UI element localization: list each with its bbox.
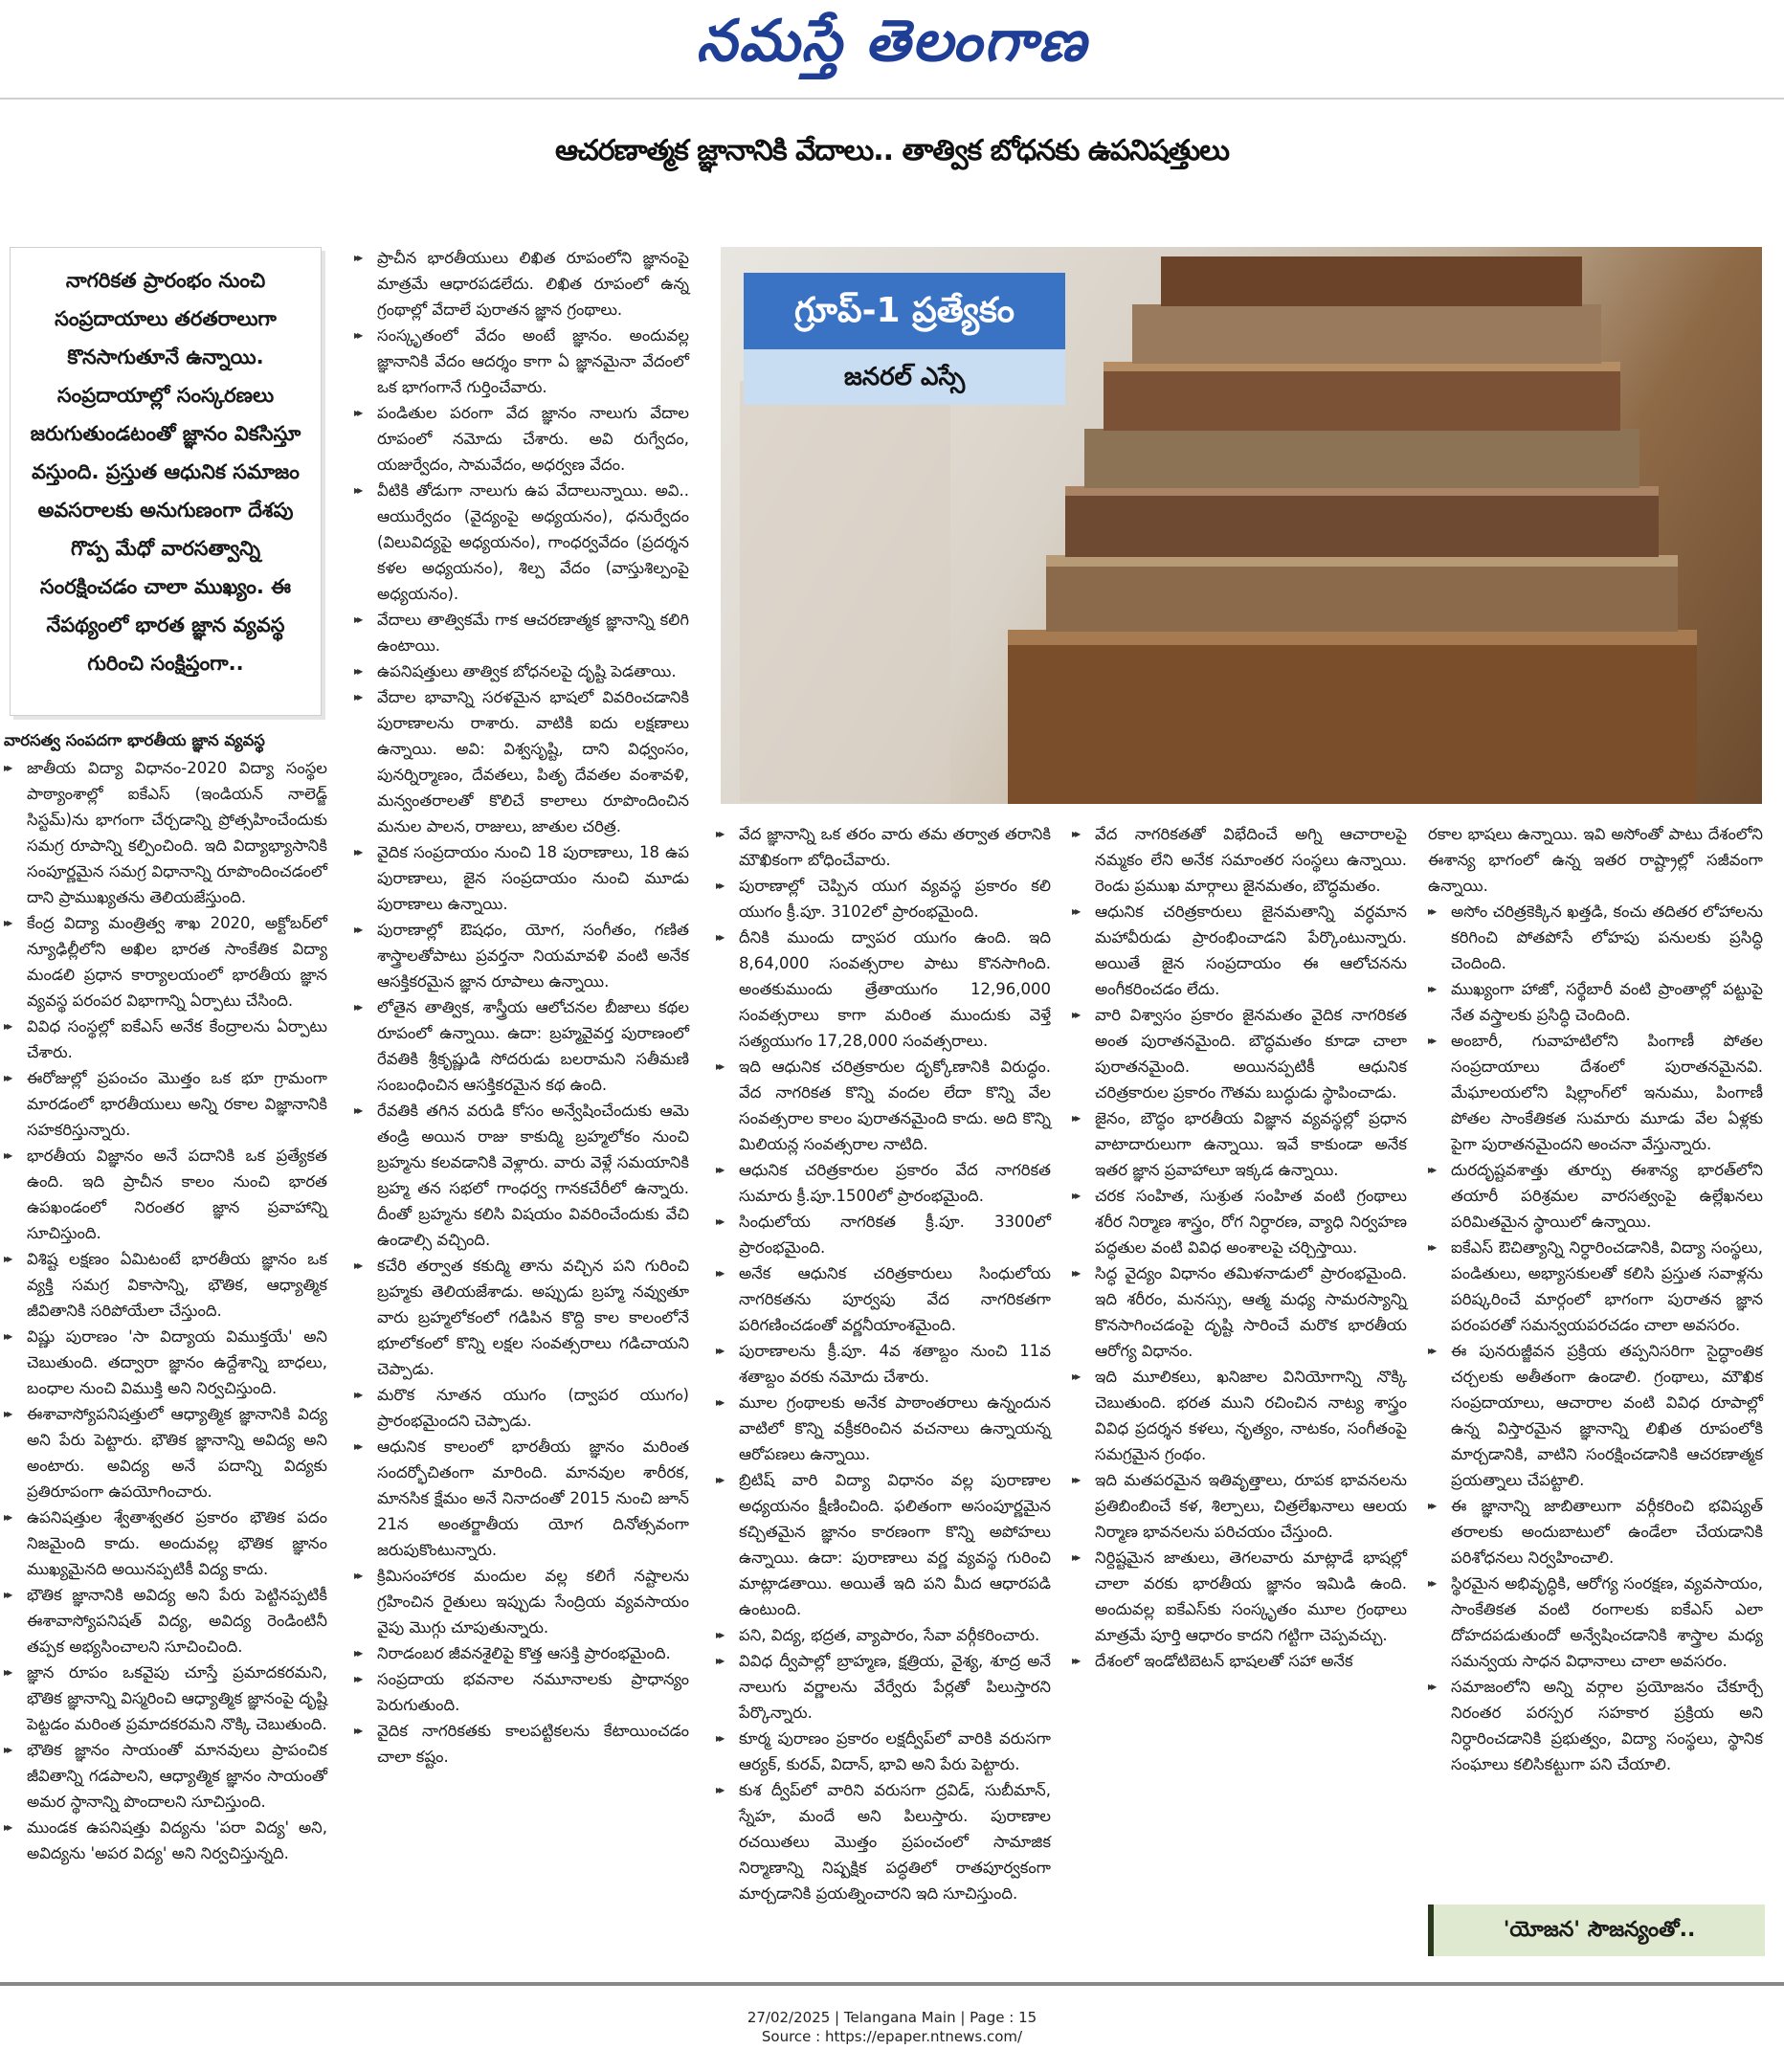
list-item: ▶▶ వైదిక సంప్రదాయం నుంచి 18 పురాణాలు, 18 ఉప పురాణాలు, జైన సంప్రదాయం నుంచి మూడు పురాణాలు ఉన్నాయి. bbox=[354, 839, 689, 917]
article-column-5 bbox=[1428, 821, 1763, 1777]
list-item: ▶▶ జ్ఞాన రూపం ఒకవైపు చూస్తే ప్రమాదకరమని, భౌతిక జ్ఞానాన్ని విస్మరించి ఆధ్యాత్మిక జ్ఞానంపై దృష్టి పెట్టడం మరింత ప్రమాదకరమని నొక్కి చెబుతుంది. bbox=[4, 1660, 327, 1737]
list-item: ▶▶ అసోం చరిత్రకెక్కిన ఖత్తడి, కంచు తదితర లోహాలను కరిగించి పోతపోసే లోహపు పనులకు ప్రసిద్ధి చెందింది. bbox=[1428, 899, 1763, 976]
list-item: ▶▶ సమాజంలోని అన్ని వర్గాల ప్రయోజనం చేకూర్చే నిరంతర పరస్పర సహకార ప్రక్రియ అని నిర్ధారించడానికి ప్రభుత్వం, విద్యా సంస్థలు, స్థానిక సంఘాలు కలిసికట్టుగా పని చేయాలి. bbox=[1428, 1674, 1763, 1777]
list-item: ▶▶ ఇది మతపరమైన ఇతివృత్తాలు, రూపక భావనలను ప్రతిబింబించే కళ, శిల్పాలు, చిత్రలేఖనాలు ఆలయ నిర్మాణ భావనలను పరిచయం చేస్తుంది. bbox=[1072, 1467, 1407, 1545]
list-item: ▶▶ భౌతిక జ్ఞానం సాయంతో మానవులు ప్రాపంచిక జీవితాన్ని గడపాలని, ఆధ్యాత్మిక జ్ఞానం సాయంతో అమర స్థానాన్ని పొందాలని సూచిస్తుంది. bbox=[4, 1737, 327, 1815]
list-item: ▶▶ పండితుల పరంగా వేద జ్ఞానం నాలుగు వేదాల రూపంలో నమోదు చేశారు. అవి రుగ్వేదం, యజుర్వేదం, సామవేదం, అధర్వణ వేదం. bbox=[354, 400, 689, 478]
list-item: ▶▶ ఈరోజుల్లో ప్రపంచం మొత్తం ఒక భూ గ్రామంగా మారడంలో భారతీయులు అన్ని రకాల విజ్ఞానానికి సహకరిస్తున్నారు. bbox=[4, 1065, 327, 1143]
list-item: ▶▶ భౌతిక జ్ఞానానికి అవిద్య అని పేరు పెట్టినప్పటికీ ఈశావాస్యోపనిషత్ విద్య, అవిద్య రెండింటినీ తప్పక అభ్యసించాలని సూచించింది. bbox=[4, 1582, 327, 1660]
list-item: ▶▶ నిర్దిష్టమైన జాతులు, తెగలవారు మాట్లాడే భాషల్లో చాలా వరకు భారతీయ జ్ఞానం ఇమిడి ఉంది. అందువల్ల ఐకేఎస్‌కు సంస్కృతం మూల గ్రంథాలు మాత్రమే పూర్తి ఆధారం కాదని గట్టిగా చెప్పవచ్చు. bbox=[1072, 1545, 1407, 1648]
list-item: ▶▶ సంస్కృతంలో వేదం అంటే జ్ఞానం. అందువల్ల జ్ఞానానికి వేదం ఆదర్శం కాగా ఏ జ్ఞానమైనా వేదంలో ఒక భాగంగానే గుర్తించేవారు. bbox=[354, 323, 689, 400]
list-item: ▶▶ ఆధునిక కాలంలో భారతీయ జ్ఞానం మరింత సందర్భోచితంగా మారింది. మానవుల శారీరక, మానసిక క్షేమం అనే నినాదంతో 2015 నుంచి జూన్ 21న అంతర్జాతీయ యోగ దినోత్సవంగా జరుపుకొంటున్నారు. bbox=[354, 1434, 689, 1563]
list-item: ▶▶ స్థిరమైన అభివృద్ధికి, ఆరోగ్య సంరక్షణ, వ్యవసాయం, సాంకేతికత వంటి రంగాలకు ఐకేఎస్ ఎలా దోహదపడుతుందో అన్వేషించడానికి శాస్త్రాల మధ్య సమన్వయ సాధన విధానాలు చాలా అవసరం. bbox=[1428, 1571, 1763, 1674]
list-item: ▶▶ ముఖ్యంగా హాజో, సర్థేబారీ వంటి ప్రాంతాల్లో పట్టుపై నేత వస్త్రాలకు ప్రసిద్ధి చెందింది. bbox=[1428, 976, 1763, 1028]
list-item: ▶▶ ఆధునిక చరిత్రకారులు జైనమతాన్ని వర్ధమాన మహావీరుడు ప్రారంభించాడని పేర్కొంటున్నారు. అయితే జైన సంప్రదాయం ఈ ఆలోచనను అంగీకరించడం లేదు. bbox=[1072, 899, 1407, 1002]
list-item: ▶▶ ఉపనిషత్తుల శ్వేతాశ్వతర ప్రకారం భౌతిక పదం నిజమైంది కాదు. అందువల్ల భౌతిక జ్ఞానం ముఖ్యమైనది అయినప్పటికీ విద్య కాదు. bbox=[4, 1504, 327, 1582]
list-item: ▶▶ సిద్ధ వైద్యం విధానం తమిళనాడులో ప్రారంభమైంది. ఇది శరీరం, మనస్సు, ఆత్మ మధ్య సామరస్యాన్ని కొనసాగించడంపై దృష్టి సారించే మరొక భారతీయ ఆరోగ్య విధానం. bbox=[1072, 1260, 1407, 1364]
list-item: ▶▶ ఈశావాస్యోపనిషత్తులో ఆధ్యాత్మిక జ్ఞానానికి విద్య అని పేరు పెట్టారు. భౌతిక జ్ఞానాన్ని అవిద్య అని అంటారు. అవిద్య అనే పదాన్ని విద్యకు ప్రతిరూపంగా ఉపయోగించారు. bbox=[4, 1401, 327, 1504]
list-item: ▶▶ కేంద్ర విద్యా మంత్రిత్వ శాఖ 2020, అక్టోబర్‌లో న్యూఢిల్లీలోని అఖిల భారత సాంకేతిక విద్యా మండలి ప్రధాన కార్యాలయంలో భారతీయ జ్ఞాన వ్యవస్థ పరంపర విభాగాన్ని ఏర్పాటు చేసింది. bbox=[4, 910, 327, 1014]
list-item: ▶▶ పురాణాలను క్రీ.పూ. 4వ శతాబ్దం నుంచి 11వ శతాబ్దం వరకు నమోదు చేశారు. bbox=[716, 1338, 1051, 1390]
list-item: ▶▶ ఉపనిషత్తులు తాత్విక బోధనలపై దృష్టి పెడతాయి. bbox=[354, 658, 689, 684]
list-item: ▶▶ వేదాలు తాత్వికమే గాక ఆచరణాత్మక జ్ఞానాన్ని కలిగి ఉంటాయి. bbox=[354, 607, 689, 658]
list-item: రకాల భాషలు ఉన్నాయి. ఇవి అసోంతో పాటు దేశంలోని ఈశాన్య భాగంలో ఉన్న ఇతర రాష్ట్రాల్లో సజీవంగా ఉన్నాయి. bbox=[1428, 825, 1763, 895]
list-item: ▶▶ విశిష్ట లక్షణం ఏమిటంటే భారతీయ జ్ఞానం ఒక వ్యక్తి సమగ్ర వికాసాన్ని, భౌతిక, ఆధ్యాత్మిక జీవితానికి సరిపోయేలా చేస్తుంది. bbox=[4, 1246, 327, 1324]
list-item: ▶▶ అనేక ఆధునిక చరిత్రకారులు సింధులోయ నాగరికతను పూర్వపు వేద నాగరికతగా పరిగణించడంతో వర్ణనీయాంశమైంది. bbox=[716, 1260, 1051, 1338]
column-list bbox=[1072, 821, 1407, 1674]
footer-edition-line: 27/02/2025 | Telangana Main | Page : 15 bbox=[747, 2009, 1037, 2026]
list-item: ▶▶ భారతీయ విజ్ఞానం అనే పదానికి ఒక ప్రత్యేకత ఉంది. ఇది ప్రాచీన కాలం నుంచి భారత ఉపఖండంలో నిరంతర జ్ఞాన ప్రవాహాన్ని సూచిస్తుంది. bbox=[4, 1143, 327, 1246]
list-item: ▶▶ వేద జ్ఞానాన్ని ఒక తరం వారు తమ తర్వాత తరానికి మౌఖికంగా బోధించేవారు. bbox=[716, 821, 1051, 873]
list-item: ▶▶ వారి విశ్వాసం ప్రకారం జైనమతం వైదిక నాగరికత అంత పురాతనమైంది. బౌద్ధమతం కూడా చాలా పురాతనమైంది. అయినప్పటికీ ఆధునిక చరిత్రకారుల ప్రకారం గౌతమ బుద్ధుడు స్థాపించాడు. bbox=[1072, 1002, 1407, 1105]
list-item: ▶▶ క్రిమిసంహారక మందుల వల్ల కలిగే నష్టాలను గ్రహించిన రైతులు ఇప్పుడు సేంద్రియ వ్యవసాయం వైపు మొగ్గు చూపుతున్నారు. bbox=[354, 1563, 689, 1640]
page-footer bbox=[0, 2008, 1784, 2046]
list-item: ▶▶ ప్రాచీన భారతీయులు లిఖిత రూపంలోని జ్ఞానంపై మాత్రమే ఆధారపడలేదు. లిఖిత రూపంలో ఉన్న గ్రంథాల్లో వేదాలే పురాతన జ్ఞాన గ్రంథాలు. bbox=[354, 245, 689, 323]
column-list bbox=[4, 755, 327, 1866]
list-item: ▶▶ వైదిక నాగరికతకు కాలపట్టికలను కేటాయించడం చాలా కష్టం. bbox=[354, 1718, 689, 1770]
article-column-3 bbox=[716, 821, 1051, 1906]
list-item: ▶▶ దురదృష్టవశాత్తు తూర్పు ఈశాన్య భారత్‌లోని తయారీ పరిశ్రమల వారసత్వంపై ఉల్లేఖనలు పరిమితమైన స్థాయిలో ఉన్నాయి. bbox=[1428, 1157, 1763, 1235]
list-item: ▶▶ ఐకేఎస్ ఔచిత్యాన్ని నిర్ధారించడానికి, విద్యా సంస్థలు, పండితులు, అభ్యాసకులతో కలిసి ప్రస్తుత సవాళ్లను పరిష్కరించే మార్గంలో భాగంగా పురాతన జ్ఞాన పరంపరతో సమన్వయపరచడం చాలా అవసరం. bbox=[1428, 1235, 1763, 1338]
list-item: ▶▶ ముండక ఉపనిషత్తు విద్యను 'పరా విద్య' అని, అవిద్యను 'అపర విద్య' అని నిర్వచిస్తున్నది. bbox=[4, 1815, 327, 1866]
intro-box bbox=[10, 247, 322, 716]
list-item: ▶▶ జైనం, బౌద్ధం భారతీయ విజ్ఞాన వ్యవస్థల్లో ప్రధాన వాటాదారులుగా ఉన్నాయి. ఇవే కాకుండా అనేక ఇతర జ్ఞాన ప్రవాహాలూ ఇక్కడ ఉన్నాయి. bbox=[1072, 1105, 1407, 1183]
list-item: ▶▶ మరొక నూతన యుగం (ద్వాపర యుగం) ప్రారంభమైందని చెప్పాడు. bbox=[354, 1382, 689, 1434]
headline: ఆచరణాత్మక జ్ఞానానికి వేదాలు.. తాత్విక బోధనకు ఉపనిషత్తులు bbox=[555, 134, 1229, 167]
list-item: ▶▶ ఈ పునరుజ్జీవన ప్రక్రియ తప్పనిసరిగా సైద్ధాంతిక చర్చలకు అతీతంగా ఉండాలి. గ్రంథాలు, మౌఖిక సంప్రదాయాలు, ఆచారాల వంటి వివిధ రూపాల్లో ఉన్న విస్తారమైన జ్ఞానాన్ని లిఖిత రూపంలోకి మార్చడానికి, వాటిని సంరక్షించడానికి ఆచరణాత్మక ప్రయత్నాలు చేపట్టాలి. bbox=[1428, 1338, 1763, 1493]
list-item: ▶▶ వేద నాగరికతతో విభేదించే అగ్ని ఆచారాలపై నమ్మకం లేని అనేక సమాంతర సంస్థలు ఉన్నాయి. రెండు ప్రముఖ మార్గాలు జైనమతం, బౌద్ధమతం. bbox=[1072, 821, 1407, 899]
list-item: ▶▶ కుశ ద్వీప్‌లో వారిని వరుసగా ద్రవిడ్, సుబీమాన్, స్నేహ, మందే అని పిలుస్తారు. పురాణాల రచయితలు మొత్తం ప్రపంచంలో సామాజిక నిర్మాణాన్ని నిష్పక్షిక పద్ధతిలో రాతపూర్వకంగా మార్చడానికి ప్రయత్నించారని ఇది సూచిస్తుంది. bbox=[716, 1777, 1051, 1906]
list-item: ▶▶ విష్ణు పురాణం 'సా విద్యాయ విముక్తయే' అని చెబుతుంది. తద్వారా జ్ఞానం ఉద్దేశాన్ని బాధలు, బంధాల నుంచి విముక్తి అని నిర్వచిస్తుంది. bbox=[4, 1324, 327, 1401]
article-column-4 bbox=[1072, 821, 1407, 1674]
list-item: ▶▶ కచేరి తర్వాత కకుద్మి తాను వచ్చిన పని గురించి బ్రహ్మకు తెలియజేశాడు. అప్పుడు బ్రహ్మ నవ్వుతూ వారు బ్రహ్మలోకంలో గడిపిన కొద్ది కాల కాలంలోనే భూలోకంలో కొన్ని లక్షల సంవత్సరాలు గడిచాయని చెప్పాడు. bbox=[354, 1253, 689, 1382]
list-item: ▶▶ పురాణాల్లో ఔషధం, యోగ, సంగీతం, గణిత శాస్త్రాలతోపాటు ప్రవర్తనా నియమావళి వంటి అనేక ఆసక్తికరమైన జ్ఞాన రూపాలు ఉన్నాయి. bbox=[354, 917, 689, 994]
column-subhead: వారసత్వ సంపదగా భారతీయ జ్ఞాన వ్యవస్థ bbox=[4, 731, 265, 749]
intro-text: నాగరికత ప్రారంభం నుంచి సంప్రదాయాలు తరతరాలుగా కొనసాగుతూనే ఉన్నాయి. సంప్రదాయాల్లో సంస్కరణలు జరుగుతుండటంతో జ్ఞానం వికసిస్తూ వస్తుంది. ప్రస్తుత ఆధునిక సమాజం అవసరాలకు అనుగుణంగా దేశపు గొప్ప మేధో వారసత్వాన్ని సంరక్షించడం చాలా ముఖ్యం. ఈ నేపథ్యంలో భారత జ్ఞాన వ్యవస్థ గురించి సంక్షిప్తంగా.. bbox=[30, 269, 301, 675]
bottom-divider bbox=[0, 1982, 1784, 1986]
list-item: ▶▶ లోతైన తాత్విక, శాస్త్రీయ ఆలోచనల బీజాలు కథల రూపంలో ఉన్నాయి. ఉదా: బ్రహ్మవైవర్త పురాణంలో రేవతికి శ్రీకృష్ణుడి సోదరుడు బలరామని సతీమణి సంబంధించిన ఆసక్తికరమైన కథ ఉంది. bbox=[354, 994, 689, 1098]
list-item: ▶▶ ఇది మూలికలు, ఖనిజాల వినియోగాన్ని నొక్కి చెబుతుంది. భరత ముని రచించిన నాట్య శాస్త్రం వివిధ ప్రదర్శన కళలు, నృత్యం, నాటకం, సంగీతంపై సమగ్రమైన గ్రంథం. bbox=[1072, 1364, 1407, 1467]
list-item: ▶▶ దేశంలో ఇండోటిబెటన్ భాషలతో సహా అనేక bbox=[1072, 1648, 1407, 1674]
masthead bbox=[0, 0, 1784, 98]
list-item: ▶▶ వివిధ ద్వీపాల్లో బ్రాహ్మణ, క్షత్రియ, వైశ్య, శూద్ర అనే నాలుగు వర్ణాలను వేర్వేరు పేర్లతో పిలుస్తారని పేర్కొన్నారు. bbox=[716, 1648, 1051, 1726]
column-list bbox=[716, 821, 1051, 1906]
list-item: ▶▶ దీనికి ముందు ద్వాపర యుగం ఉంది. ఇది 8,64,000 సంవత్సరాల పాటు కొనసాగింది. అంతకుముందు త్రేతాయుగం 12,96,000 సంవత్సరాలు కాగా మరింత ముందుకు వెళ్తే సత్యయుగం 17,28,000 సంవత్సరాలు. bbox=[716, 925, 1051, 1054]
list-item: ▶▶ వీటికి తోడుగా నాలుగు ఉప వేదాలున్నాయి. అవి.. ఆయుర్వేదం (వైద్యంపై అధ్యయనం), ధనుర్వేదం (విలువిద్యపై అధ్యయనం), గాంధర్వవేదం (ప్రదర్శన కళల అధ్యయనం), శిల్ప వేదం (వాస్తుశిల్పంపై అధ్యయనం). bbox=[354, 478, 689, 607]
list-item: ▶▶ కూర్మ పురాణం ప్రకారం లక్షద్వీప్‌లో వారికి వరుసగా ఆర్యక్, కురవ్, విదాన్, భావి అని పేరు పెట్టారు. bbox=[716, 1726, 1051, 1777]
column-list bbox=[354, 245, 689, 1770]
list-item: ▶▶ పని, విద్య, భద్రత, వ్యాపారం, సేవా వర్గీకరించారు. bbox=[716, 1622, 1051, 1648]
list-item: ▶▶ మూల గ్రంథాలకు అనేక పాఠాంతరాలు ఉన్నందున వాటిలో కొన్ని వక్రీకరించిన వచనాలు ఉన్నాయన్న ఆరోపణలు ఉన్నాయి. bbox=[716, 1390, 1051, 1467]
list-item: ▶▶ ఆధునిక చరిత్రకారుల ప్రకారం వేద నాగరికత సుమారు క్రీ.పూ.1500లో ప్రారంభమైంది. bbox=[716, 1157, 1051, 1209]
list-item: ▶▶ ఈ జ్ఞానాన్ని జాబితాలుగా వర్గీకరించి భవిష్యత్ తరాలకు అందుబాటులో ఉండేలా చేయడానికి పరిశోధనలు నిర్వహించాలి. bbox=[1428, 1493, 1763, 1571]
list-item: ▶▶ ఇది ఆధునిక చరిత్రకారుల దృక్కోణానికి విరుద్ధం. వేద నాగరికత కొన్ని వందల లేదా కొన్ని వేల సంవత్సరాల కాలం పురాతనమైంది కాదు. అది కొన్ని మిలియన్ల సంవత్సరాల నాటిది. bbox=[716, 1054, 1051, 1157]
credit-box: 'యోజన' సౌజన్యంతో.. bbox=[1428, 1905, 1765, 1956]
list-item: ▶▶ వివిధ సంస్థల్లో ఐకేఎస్ అనేక కేంద్రాలను ఏర్పాటు చేశారు. bbox=[4, 1014, 327, 1065]
list-item: ▶▶ నిరాడంబర జీవనశైలిపై కొత్త ఆసక్తి ప్రారంభమైంది. bbox=[354, 1640, 689, 1666]
column-list bbox=[1428, 821, 1763, 1777]
list-item: ▶▶ సంప్రదాయ భవనాల నమూనాలకు ప్రాధాన్యం పెరుగుతుంది. bbox=[354, 1666, 689, 1718]
list-item: ▶▶ అంబారీ, గువాహటిలోని పింగాణీ పోతల సంప్రదాయాలు దేశంలో పురాతనమైనవి. మేఘాలయలోని షిల్లాంగ్‌లో ఇనుము, పింగాణీ పోతల సాంకేతికత సుమారు మూడు వేల ఏళ్లకు పైగా పురాతనమైందని అంచనా వేస్తున్నారు. bbox=[1428, 1028, 1763, 1157]
list-item: ▶▶ సింధులోయ నాగరికత క్రీ.పూ. 3300లో ప్రారంభమైంది. bbox=[716, 1209, 1051, 1260]
list-item: ▶▶ జాతీయ విద్యా విధానం-2020 విద్యా సంస్థల పాఠ్యాంశాల్లో ఐకేఎస్ (ఇండియన్ నాలెడ్జ్ సిస్టమ్)ను భాగంగా చేర్చడాన్ని ప్రోత్సహించేందుకు సమగ్ర రూపాన్ని కల్పించింది. ఇది విద్యాభ్యాసానికి సంపూర్ణమైన సమగ్ర విధానాన్ని రూపొందించడంలో దాని ప్రాముఖ్యతను తెలియజేస్తుంది. bbox=[4, 755, 327, 910]
newspaper-logo: నమస్తే తెలంగాణ bbox=[696, 8, 1088, 75]
section-badge bbox=[744, 273, 1065, 405]
footer-source-line: Source : https://epaper.ntnews.com/ bbox=[761, 2028, 1023, 2045]
top-divider bbox=[0, 98, 1784, 100]
list-item: ▶▶ బ్రిటిష్ వారి విద్యా విధానం వల్ల పురాణాల అధ్యయనం క్షీణించింది. ఫలితంగా అసంపూర్ణమైన కచ్చితమైన జ్ఞానం కారణంగా కొన్ని అపోహలు ఉన్నాయి. ఉదా: పురాణాలు వర్ణ వ్యవస్థ గురించి మాట్లాడతాయి. అయితే ఇది పని మీద ఆధారపడి ఉంటుంది. bbox=[716, 1467, 1051, 1622]
list-item: ▶▶ రేవతికి తగిన వరుడి కోసం అన్వేషించేందుకు ఆమె తండ్రి అయిన రాజు కాకుద్మి బ్రహ్మలోకం నుంచి బ్రహ్మను కలవడానికి వెళ్లారు. వారు వెళ్లే సమయానికి బ్రహ్మ తన సభలో గాంధర్వ గానకచేరీలో ఉన్నారు. దీంతో బ్రహ్మను కలిసి విషయం వివరించేందుకు వేచి ఉండాల్సి వచ్చింది. bbox=[354, 1098, 689, 1253]
badge-subtitle: జనరల్ ఎస్సే bbox=[744, 349, 1065, 405]
list-item: ▶▶ చరక సంహిత, సుశ్రుత సంహిత వంటి గ్రంథాలు శరీర నిర్మాణ శాస్త్రం, రోగ నిర్ధారణ, వ్యాధి నిర్వహణ పద్ధతుల వంటి వివిధ అంశాలపై చర్చిస్తాయి. bbox=[1072, 1183, 1407, 1260]
article-column-1 bbox=[4, 727, 327, 1866]
list-item: ▶▶ పురాణాల్లో చెప్పిన యుగ వ్యవస్థ ప్రకారం కలి యుగం క్రీ.పూ. 3102లో ప్రారంభమైంది. bbox=[716, 873, 1051, 925]
list-item: ▶▶ వేదాల భావాన్ని సరళమైన భాషలో వివరించడానికి పురాణాలను రాశారు. వాటికి ఐదు లక్షణాలు ఉన్నాయి. అవి: విశ్వసృష్టి, దాని విధ్వంసం, పునర్నిర్మాణం, దేవతలు, పితృ దేవతల వంశావళి, మన్వంతరాలతో కొలిచే కాలాలు రూపొందించిన మనుల పాలన, రాజులు, జాతుల చరిత్ర. bbox=[354, 684, 689, 839]
badge-title: గ్రూప్-1 ప్రత్యేకం bbox=[744, 273, 1065, 349]
article-column-2 bbox=[354, 245, 689, 1770]
